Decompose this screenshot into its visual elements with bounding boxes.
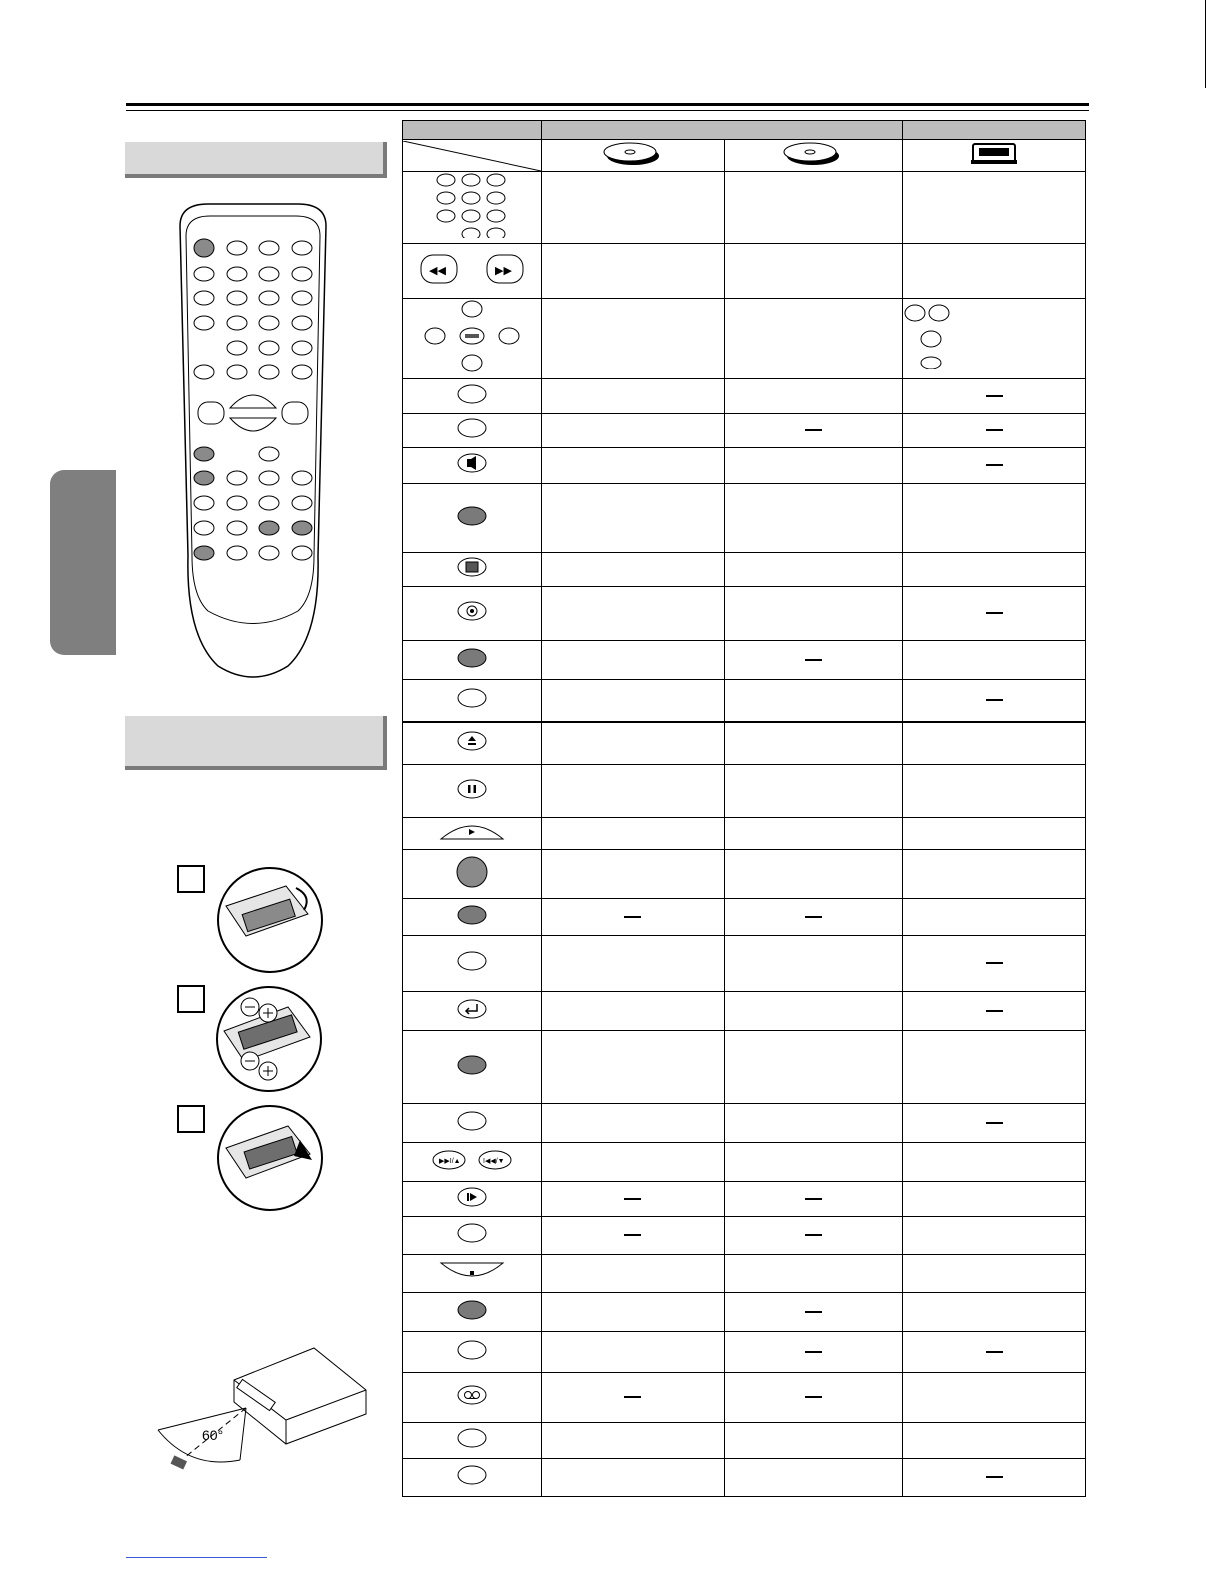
table-row [403, 1104, 1086, 1143]
disc-icon [783, 140, 843, 166]
table-cell [903, 641, 1086, 680]
not-applicable-dash [986, 395, 1003, 397]
table-cell [724, 818, 903, 850]
disc-icon-cell [542, 140, 725, 172]
table-cell [903, 1373, 1086, 1423]
button-icon-cell [403, 587, 542, 641]
table-cell [724, 1459, 903, 1497]
table-cell [542, 680, 725, 722]
table-cell [903, 484, 1086, 553]
table-cell [724, 850, 903, 899]
table-cell [724, 553, 903, 587]
table-cell [724, 992, 903, 1031]
button-icon-cell [403, 1373, 542, 1423]
table-cell [542, 587, 725, 641]
disc-icon-cell [724, 140, 903, 172]
table-cell [724, 1217, 903, 1255]
table-cell [542, 1031, 725, 1104]
table-header-cell [403, 121, 542, 140]
table-row [403, 641, 1086, 680]
table-cell [903, 172, 1086, 244]
table-cell [903, 1217, 1086, 1255]
button-icon-cell [403, 765, 542, 818]
table-row [403, 1031, 1086, 1104]
slow-key-icon [455, 1195, 489, 1212]
table-row [403, 1423, 1086, 1459]
table-row [403, 1293, 1086, 1332]
not-applicable-dash [986, 429, 1003, 431]
vcr-key-icon [455, 1393, 489, 1410]
not-applicable-dash [986, 464, 1003, 466]
crop-mark [1205, 0, 1206, 88]
table-cell [903, 1423, 1086, 1459]
button-icon-cell [403, 680, 542, 722]
diagonal-cell [403, 140, 542, 172]
table-cell [903, 1332, 1086, 1373]
oval-key-icon [455, 959, 489, 976]
table-cell [542, 641, 725, 680]
remote-control-illustration [168, 196, 338, 686]
disc-icon [603, 140, 663, 166]
power-key-icon [455, 876, 489, 893]
table-cell [724, 1255, 903, 1293]
table-row [403, 1255, 1086, 1293]
table-row [403, 992, 1086, 1031]
cassette-icon [967, 140, 1021, 166]
oval-key-icon [455, 1473, 489, 1490]
square-key-icon [455, 565, 489, 582]
table-cell [542, 1217, 725, 1255]
table-header-dvd [542, 121, 903, 140]
table-cell [724, 1332, 903, 1373]
table-cell [724, 379, 903, 414]
table-cell [724, 172, 903, 244]
oval-key-icon [455, 1119, 489, 1136]
table-row [403, 936, 1086, 992]
button-icon-cell [403, 1104, 542, 1143]
range-angle-label: 60° [202, 1427, 224, 1443]
table-row [403, 765, 1086, 818]
table-row [403, 899, 1086, 936]
table-cell [903, 899, 1086, 936]
oval-key-icon [455, 1436, 489, 1453]
table-cell [542, 244, 725, 299]
table-cell [903, 765, 1086, 818]
rew-ffw-keys-icon [417, 264, 527, 293]
button-icon-cell [403, 1459, 542, 1497]
return-key-icon [455, 1007, 489, 1024]
table-cell [903, 1459, 1086, 1497]
table-cell [724, 722, 903, 765]
table-row [403, 722, 1086, 765]
table-row [403, 1373, 1086, 1423]
not-applicable-dash [805, 1351, 822, 1353]
record-key-icon [455, 609, 489, 626]
table-cell [903, 992, 1086, 1031]
table-cell [903, 587, 1086, 641]
table-row [403, 484, 1086, 553]
header-rule [126, 103, 1089, 111]
table-cell [542, 553, 725, 587]
table-cell [542, 722, 725, 765]
table-cell [724, 899, 903, 936]
button-icon-cell [403, 641, 542, 680]
svg-text:I◀◀/▼: I◀◀/▼ [483, 1157, 505, 1165]
table-cell [542, 484, 725, 553]
table-cell [542, 1293, 725, 1332]
table-cell [724, 1373, 903, 1423]
table-cell [903, 1182, 1086, 1217]
pause-key-icon [455, 787, 489, 804]
button-icon-cell [403, 818, 542, 850]
table-cell [903, 553, 1086, 587]
table-row [403, 172, 1086, 244]
table-row [403, 553, 1086, 587]
button-icon-cell [403, 1293, 542, 1332]
table-cell [903, 414, 1086, 448]
table-row [403, 244, 1086, 299]
table-cell [724, 765, 903, 818]
table-cell [542, 1143, 725, 1182]
not-applicable-dash [986, 1476, 1003, 1478]
table-row [403, 850, 1086, 899]
button-icon-cell [403, 992, 542, 1031]
table-cell [542, 936, 725, 992]
button-icon-cell [403, 244, 542, 299]
grey-oval-key-icon [455, 1063, 489, 1080]
eject-key-icon [455, 739, 489, 756]
table-row [403, 379, 1086, 414]
section-heading-battery [125, 716, 387, 770]
battery-step-3-illustration [216, 1104, 324, 1212]
battery-step-2-illustration [214, 985, 324, 1093]
step-box-1 [177, 865, 205, 893]
table-cell [724, 244, 903, 299]
not-applicable-dash [986, 699, 1003, 701]
grey-oval-key-icon [455, 1308, 489, 1325]
step-box-3 [177, 1105, 205, 1133]
number-keys-icon [432, 225, 512, 242]
table-cell [903, 818, 1086, 850]
table-row [403, 587, 1086, 641]
button-icon-cell [403, 1332, 542, 1373]
oval-key-icon [455, 696, 489, 713]
grey-oval-key-icon [455, 656, 489, 673]
table-cell [724, 641, 903, 680]
button-icon-cell [403, 1423, 542, 1459]
button-icon-cell [403, 1217, 542, 1255]
battery-step-1-illustration [216, 866, 324, 974]
table-cell [542, 818, 725, 850]
not-applicable-dash [805, 429, 822, 431]
grey-oval-key-icon [455, 913, 489, 930]
table-cell [724, 299, 903, 379]
table-cell [903, 850, 1086, 899]
table-cell [542, 899, 725, 936]
table-cell [903, 1255, 1086, 1293]
table-cell [903, 680, 1086, 722]
not-applicable-dash [624, 1234, 641, 1236]
table-cell [542, 448, 725, 484]
table-cell [542, 379, 725, 414]
table-cell [903, 1031, 1086, 1104]
table-cell [542, 992, 725, 1031]
svg-text:▶▶I/▲: ▶▶I/▲ [439, 1157, 461, 1165]
svg-text:▶▶: ▶▶ [495, 264, 512, 277]
audio-key-icon [455, 461, 489, 478]
button-icon-cell [403, 722, 542, 765]
not-applicable-dash [805, 1311, 822, 1313]
table-cell [542, 414, 725, 448]
button-icon-cell [403, 379, 542, 414]
button-icon-cell [403, 484, 542, 553]
not-applicable-dash [624, 1198, 641, 1200]
table-cell [724, 1293, 903, 1332]
table-row [403, 1332, 1086, 1373]
operating-range-illustration [150, 1340, 370, 1475]
table-cell [542, 1423, 725, 1459]
section-heading-remote [125, 142, 387, 178]
table-cell [724, 680, 903, 722]
not-applicable-dash [986, 1351, 1003, 1353]
vcr-cursor-keys-icon [903, 303, 963, 369]
not-applicable-dash [986, 1010, 1003, 1012]
table-cell [542, 850, 725, 899]
table-cell [903, 299, 1086, 379]
button-icon-cell [403, 1143, 542, 1182]
not-applicable-dash [805, 1234, 822, 1236]
button-icon-cell [403, 899, 542, 936]
svg-text:◀◀: ◀◀ [429, 264, 446, 277]
table-cell [542, 1459, 725, 1497]
table-row [403, 1143, 1086, 1182]
table-row [403, 818, 1086, 850]
stop-key-icon [437, 1270, 507, 1287]
grey-oval-key-icon [455, 514, 489, 531]
not-applicable-dash [805, 1198, 822, 1200]
oval-key-icon [455, 1231, 489, 1248]
table-cell [903, 722, 1086, 765]
oval-key-icon [455, 1348, 489, 1365]
not-applicable-dash [986, 962, 1003, 964]
side-tab [50, 470, 116, 655]
table-cell [903, 379, 1086, 414]
table-row [403, 299, 1086, 379]
skip-keys-icon [427, 1159, 517, 1176]
table-row [403, 1459, 1086, 1497]
table-cell [542, 1332, 725, 1373]
table-cell [724, 1423, 903, 1459]
not-applicable-dash [986, 612, 1003, 614]
not-applicable-dash [986, 1122, 1003, 1124]
button-icon-cell [403, 553, 542, 587]
table-header-vcr [903, 121, 1086, 140]
table-cell [724, 587, 903, 641]
table-row [403, 680, 1086, 722]
table-cell [542, 1255, 725, 1293]
not-applicable-dash [624, 1396, 641, 1398]
table-cell [903, 244, 1086, 299]
table-row [403, 448, 1086, 484]
table-cell [542, 765, 725, 818]
table-cell [542, 1373, 725, 1423]
step-box-2 [177, 985, 205, 1013]
table-row [403, 1182, 1086, 1217]
table-cell [724, 448, 903, 484]
table-cell [903, 1293, 1086, 1332]
button-icon-cell [403, 850, 542, 899]
table-cell [724, 936, 903, 992]
oval-key-icon [455, 392, 489, 409]
button-icon-cell [403, 1255, 542, 1293]
table-cell [724, 1104, 903, 1143]
button-icon-cell [403, 299, 542, 379]
table-cell [542, 1182, 725, 1217]
table-cell [903, 1143, 1086, 1182]
table-cell [724, 1031, 903, 1104]
button-icon-cell [403, 414, 542, 448]
button-icon-cell [403, 448, 542, 484]
table-row [403, 414, 1086, 448]
footer-link-rule [126, 1557, 267, 1558]
not-applicable-dash [805, 659, 822, 661]
button-icon-cell [403, 1031, 542, 1104]
oval-key-icon [455, 426, 489, 443]
not-applicable-dash [805, 1396, 822, 1398]
table-cell [903, 1104, 1086, 1143]
play-key-icon [437, 830, 507, 847]
button-function-table [402, 120, 1086, 1497]
table-cell [903, 936, 1086, 992]
button-icon-cell [403, 936, 542, 992]
table-cell [542, 172, 725, 244]
button-icon-cell [403, 1182, 542, 1217]
cursor-keys-icon [417, 360, 527, 377]
table-row [403, 1217, 1086, 1255]
cassette-icon-cell [903, 140, 1086, 172]
table-cell [724, 484, 903, 553]
table-cell [542, 1104, 725, 1143]
table-cell [724, 1182, 903, 1217]
table-cell [903, 448, 1086, 484]
table-cell [724, 414, 903, 448]
table-cell [542, 299, 725, 379]
not-applicable-dash [805, 916, 822, 918]
not-applicable-dash [624, 916, 641, 918]
button-icon-cell [403, 172, 542, 244]
table-cell [724, 1143, 903, 1182]
